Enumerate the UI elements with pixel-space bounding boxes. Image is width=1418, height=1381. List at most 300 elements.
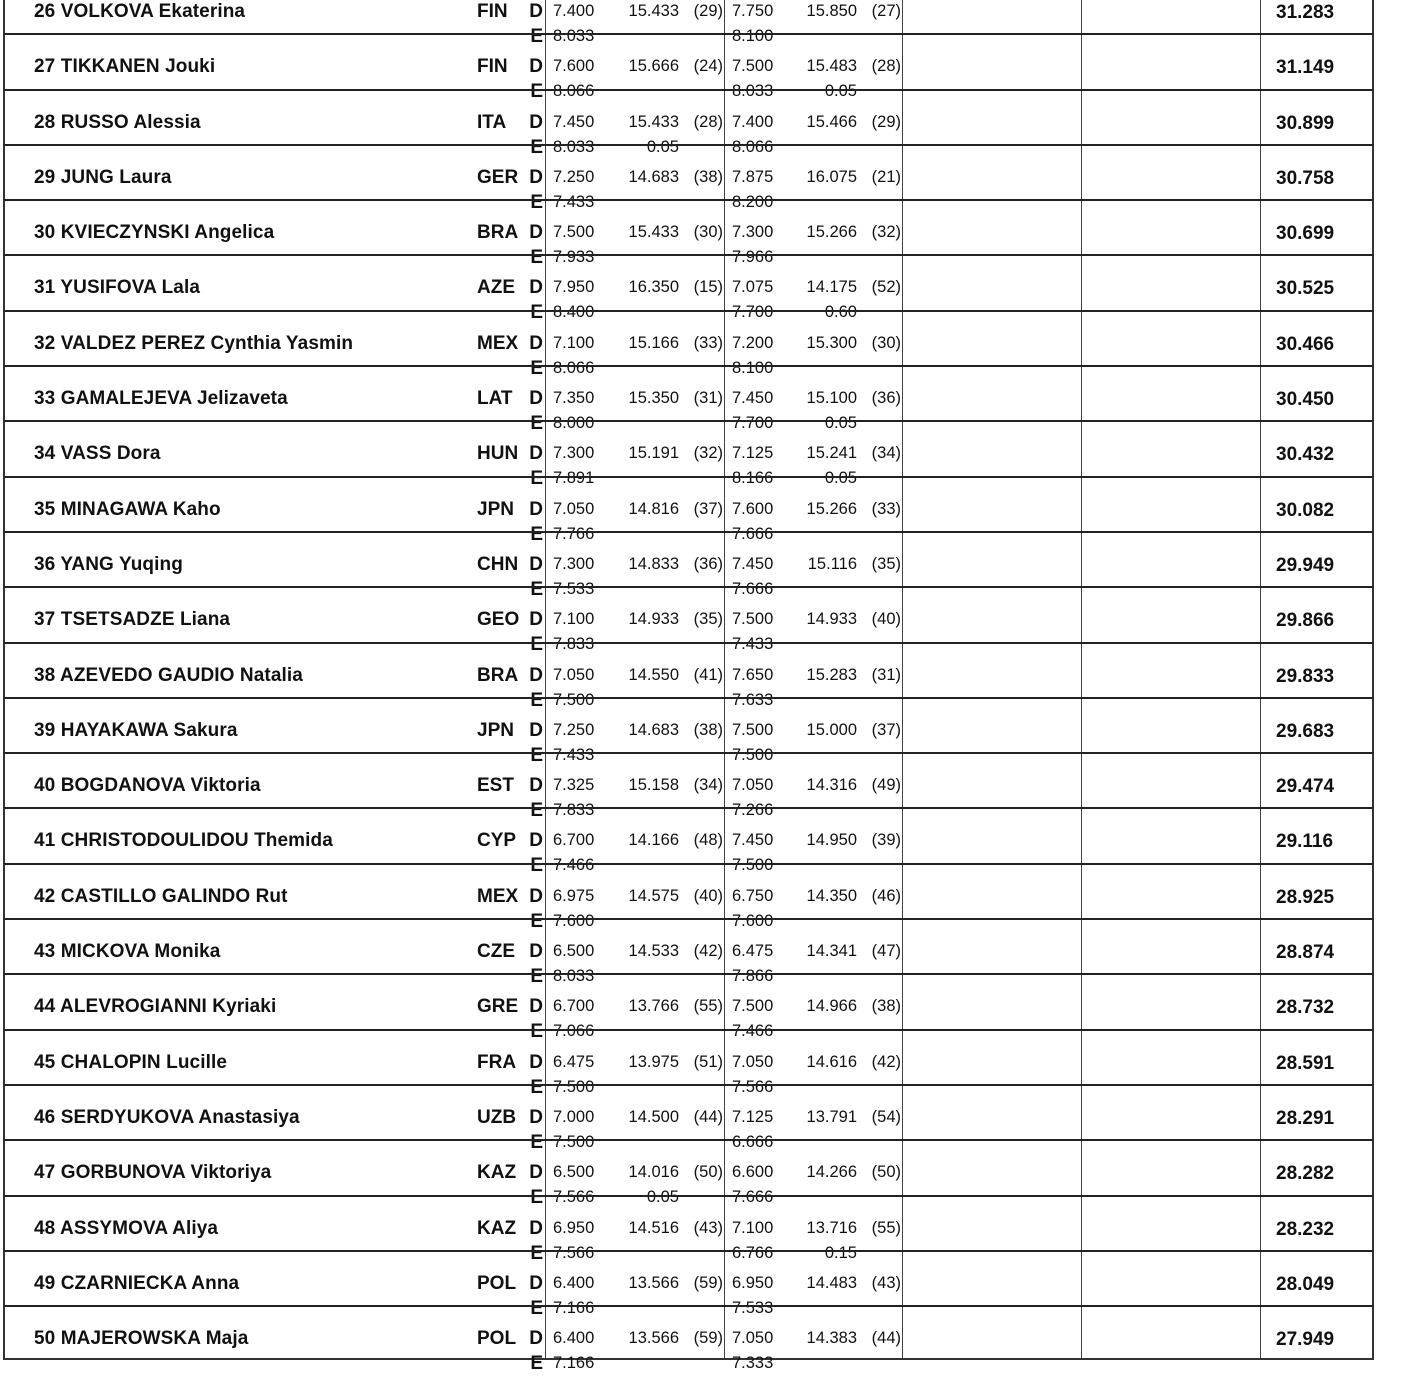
apparatus-score: 13.766 [628,997,679,1016]
athlete-name: 29 JUNG Laura [34,166,172,188]
apparatus-rank: (49) [871,776,901,795]
difficulty-label: D [529,166,543,188]
total-cell [1260,1086,1375,1139]
nation-code: BRA [477,222,519,244]
difficulty-label: D [529,1106,543,1128]
apparatus-rank: (27) [871,2,901,20]
apparatus-2-cell [724,754,903,820]
apparatus-rank: (35) [693,610,723,629]
execution-label: E [530,136,543,158]
d-score: 6.700 [553,997,595,1016]
apparatus-score: 15.300 [806,333,857,352]
e-score: 7.566 [732,1077,774,1096]
athlete-name: 42 CASTILLO GALINDO Rut [34,885,288,907]
difficulty-label: D [529,719,543,741]
apparatus-4-cell [1081,1086,1261,1139]
d-score: 7.250 [553,720,595,739]
apparatus-4-cell [1081,201,1261,254]
apparatus-3-cell [902,975,1082,1028]
total-cell [1260,1252,1375,1305]
d-score: 6.950 [553,1218,595,1237]
athlete-name: 40 BOGDANOVA Viktoria [34,775,261,797]
e-score: 7.466 [553,856,595,875]
d-score: 7.600 [732,499,774,518]
apparatus-score: 15.483 [806,57,857,76]
athlete-cell [5,478,545,545]
apparatus-score: 14.833 [628,554,679,573]
d-score: 7.875 [732,167,774,186]
apparatus-score: 15.350 [628,389,679,408]
apparatus-score: 15.266 [806,223,857,242]
apparatus-2-cell [724,422,903,488]
table-row [3,642,1374,711]
total-cell [1260,312,1375,365]
apparatus-score: 15.466 [806,112,857,131]
apparatus-2-cell [724,1141,903,1207]
athlete-name: 41 CHRISTODOULIDOU Themida [34,830,333,852]
apparatus-3-cell [902,1307,1082,1358]
e-score: 7.533 [732,1298,774,1317]
athlete-cell [5,1141,545,1209]
total-score: 29.949 [1276,554,1335,576]
apparatus-4-cell [1081,1031,1261,1084]
apparatus-3-cell [902,920,1082,973]
apparatus-4-cell [1081,699,1261,752]
penalty: 0.60 [824,303,857,322]
apparatus-rank: (28) [693,112,723,131]
total-score: 28.291 [1276,1107,1335,1129]
difficulty-label: D [529,830,543,852]
athlete-name: 43 MICKOVA Monika [34,941,221,963]
apparatus-rank: (43) [693,1218,723,1237]
d-score: 7.050 [732,1329,774,1348]
apparatus-rank: (29) [693,2,723,20]
athlete-name: 28 RUSSO Alessia [34,111,201,133]
total-cell [1260,588,1375,641]
apparatus-score: 16.350 [628,278,679,297]
apparatus-score: 14.350 [806,886,857,905]
apparatus-2-cell [724,201,903,267]
apparatus-rank: (47) [871,942,901,961]
total-score: 29.474 [1276,776,1335,798]
d-score: 7.500 [732,57,774,76]
apparatus-score: 14.950 [806,831,857,850]
total-score: 30.899 [1276,112,1335,134]
apparatus-rank: (32) [871,223,901,242]
total-score: 30.450 [1276,389,1335,411]
athlete-name: 46 SERDYUKOVA Anastasiya [34,1106,300,1128]
athlete-cell [5,1086,545,1153]
d-score: 7.350 [553,389,595,408]
apparatus-2-cell [724,1197,903,1262]
apparatus-score: 14.175 [806,278,857,297]
total-score: 28.874 [1276,942,1335,964]
apparatus-rank: (30) [871,333,901,352]
apparatus-1-cell [545,920,725,986]
total-score: 29.866 [1276,610,1335,632]
total-score: 30.525 [1276,278,1335,300]
e-score: 7.666 [732,524,774,543]
e-score: 7.500 [553,1077,595,1096]
athlete-cell [5,865,545,932]
table-row [3,365,1374,435]
difficulty-label: D [529,885,543,907]
e-score: 7.600 [732,911,774,930]
athlete-cell [5,699,545,766]
apparatus-1-cell [545,201,725,267]
e-score: 7.600 [553,911,595,930]
e-score: 7.966 [732,248,774,267]
apparatus-rank: (24) [693,57,723,76]
apparatus-rank: (48) [693,831,723,850]
table-row [3,1250,1374,1319]
apparatus-3-cell [902,422,1082,475]
athlete-cell [5,1307,545,1375]
table-row [3,89,1374,158]
execution-label: E [530,1021,543,1043]
d-score: 7.050 [732,776,774,795]
nation-code: POL [477,1328,517,1350]
apparatus-3-cell [902,1141,1082,1194]
apparatus-1-cell [545,367,725,433]
apparatus-score: 13.716 [806,1218,857,1237]
d-score: 7.500 [553,223,595,242]
d-score: 6.600 [732,1163,774,1182]
execution-label: E [530,1076,543,1098]
apparatus-rank: (39) [871,831,901,850]
d-score: 6.700 [553,831,595,850]
apparatus-2-cell [724,35,903,101]
table-row [3,199,1374,269]
apparatus-rank: (44) [693,1107,723,1126]
execution-label: E [530,910,543,932]
table-row [3,586,1374,656]
e-score: 7.891 [553,469,595,488]
apparatus-2-cell [724,91,903,156]
total-score: 28.049 [1276,1273,1335,1295]
nation-code: GRE [477,996,519,1018]
apparatus-rank: (36) [871,389,901,408]
apparatus-2-cell [724,1031,903,1096]
athlete-cell [5,809,545,877]
apparatus-score: 15.433 [628,112,679,131]
table-row [3,1195,1374,1264]
apparatus-rank: (44) [871,1329,901,1348]
penalty: 0.05 [824,82,857,101]
athlete-name: 36 YANG Yuqing [34,553,183,575]
d-score: 6.500 [553,942,595,961]
athlete-cell [5,1031,545,1098]
penalty: 0.05 [824,469,857,488]
d-score: 7.325 [553,776,595,795]
difficulty-label: D [529,609,543,631]
difficulty-label: D [529,996,543,1018]
total-score: 28.925 [1276,886,1335,908]
e-score: 8.166 [732,469,774,488]
total-score: 30.082 [1276,499,1335,521]
execution-label: E [530,1187,543,1209]
apparatus-4-cell [1081,256,1261,309]
execution-label: E [530,578,543,600]
table-row [3,33,1374,103]
apparatus-score: 14.166 [628,831,679,850]
d-score: 7.075 [732,278,774,297]
athlete-name: 48 ASSYMOVA Aliya [34,1217,219,1239]
table-row [3,697,1374,766]
d-score: 6.975 [553,886,595,905]
apparatus-3-cell [902,1197,1082,1250]
d-score: 6.475 [553,1052,595,1071]
apparatus-rank: (59) [693,1273,723,1292]
apparatus-score: 13.975 [628,1052,679,1071]
nation-code: BRA [477,664,519,686]
apparatus-rank: (50) [871,1163,901,1182]
athlete-name: 45 CHALOPIN Lucille [34,1051,228,1073]
apparatus-3-cell [902,256,1082,309]
apparatus-1-cell [545,256,725,322]
table-row [3,1139,1374,1209]
results-table [3,0,1374,1375]
nation-code: KAZ [477,1217,517,1239]
e-score: 8.066 [553,82,595,101]
apparatus-rank: (28) [871,57,901,76]
apparatus-2-cell [724,533,903,598]
difficulty-label: D [529,1162,543,1184]
total-score: 30.466 [1276,333,1335,355]
table-row [3,752,1374,822]
apparatus-rank: (37) [871,720,901,739]
nation-code: CYP [477,830,517,852]
execution-label: E [530,966,543,988]
apparatus-rank: (33) [693,333,723,352]
apparatus-2-cell [724,1086,903,1151]
total-cell [1260,478,1375,531]
apparatus-2-cell [724,1252,903,1317]
total-cell [1260,35,1375,88]
total-cell [1260,920,1375,973]
difficulty-label: D [529,553,543,575]
apparatus-score: 13.791 [806,1107,857,1126]
apparatus-1-cell [545,754,725,820]
apparatus-1-cell [545,35,725,101]
apparatus-3-cell [902,201,1082,254]
table-row [3,807,1374,877]
apparatus-3-cell [902,312,1082,365]
d-score: 7.650 [732,665,774,684]
table-row [3,973,1374,1043]
apparatus-score: 14.533 [628,942,679,961]
apparatus-4-cell [1081,1252,1261,1305]
table-row [3,1305,1374,1375]
table-row [3,863,1374,932]
difficulty-label: D [529,443,543,465]
apparatus-rank: (42) [693,942,723,961]
nation-code: LAT [477,388,513,410]
e-score: 7.166 [553,1354,595,1373]
execution-label: E [530,800,543,822]
d-score: 7.750 [732,2,774,20]
difficulty-label: D [529,1272,543,1294]
apparatus-1-cell [545,0,725,45]
apparatus-4-cell [1081,367,1261,420]
athlete-name: 37 TSETSADZE Liana [34,609,231,631]
total-score: 30.432 [1276,444,1335,466]
apparatus-4-cell [1081,644,1261,697]
athlete-name: 32 VALDEZ PEREZ Cynthia Yasmin [34,332,354,354]
athlete-cell [5,0,545,47]
apparatus-3-cell [902,1031,1082,1084]
nation-code: FIN [477,1,508,22]
e-score: 7.500 [553,1132,595,1151]
execution-label: E [530,1297,543,1319]
athlete-name: 38 AZEVEDO GAUDIO Natalia [34,664,303,686]
execution-label: E [530,634,543,656]
nation-code: UZB [477,1106,517,1128]
execution-label: E [530,1353,543,1375]
apparatus-rank: (38) [693,720,723,739]
difficulty-label: D [529,1217,543,1239]
nation-code: MEX [477,885,519,907]
athlete-cell [5,367,545,435]
apparatus-3-cell [902,588,1082,641]
total-cell [1260,1197,1375,1250]
apparatus-score: 14.341 [806,942,857,961]
execution-label: E [530,357,543,379]
difficulty-label: D [529,332,543,354]
apparatus-1-cell [545,91,725,156]
e-score: 8.033 [553,137,595,156]
d-score: 7.500 [732,720,774,739]
d-score: 7.450 [732,389,774,408]
apparatus-score: 14.933 [628,610,679,629]
apparatus-3-cell [902,533,1082,586]
apparatus-4-cell [1081,1197,1261,1250]
e-score: 7.566 [553,1188,595,1207]
nation-code: AZE [477,277,515,299]
total-score: 28.732 [1276,997,1335,1019]
apparatus-4-cell [1081,0,1261,33]
apparatus-4-cell [1081,533,1261,586]
e-score: 8.100 [732,358,774,377]
athlete-name: 44 ALEVROGIANNI Kyriaki [34,996,277,1018]
e-score: 7.866 [732,967,774,986]
table-row [3,254,1374,324]
difficulty-label: D [529,56,543,78]
total-cell [1260,0,1375,33]
apparatus-rank: (29) [871,112,901,131]
total-cell [1260,699,1375,752]
e-score: 7.933 [553,248,595,267]
apparatus-4-cell [1081,588,1261,641]
apparatus-2-cell [724,1307,903,1373]
nation-code: POL [477,1272,517,1294]
apparatus-3-cell [902,809,1082,862]
d-score: 7.100 [553,333,595,352]
athlete-name: 47 GORBUNOVA Viktoriya [34,1162,272,1184]
difficulty-label: D [529,111,543,133]
apparatus-rank: (59) [693,1329,723,1348]
apparatus-score: 15.241 [806,444,857,463]
execution-label: E [530,689,543,711]
execution-label: E [530,744,543,766]
table-row [3,0,1374,47]
e-score: 7.500 [553,690,595,709]
apparatus-1-cell [545,588,725,654]
apparatus-score: 14.316 [806,776,857,795]
apparatus-score: 14.016 [628,1163,679,1182]
e-score: 7.700 [732,303,774,322]
apparatus-3-cell [902,0,1082,33]
execution-label: E [530,247,543,269]
apparatus-score: 14.933 [806,610,857,629]
apparatus-rank: (43) [871,1273,901,1292]
d-score: 6.400 [553,1273,595,1292]
table-row [3,144,1374,213]
e-score: 8.066 [553,358,595,377]
apparatus-4-cell [1081,91,1261,144]
penalty: 0.15 [824,1243,857,1262]
e-score: 8.100 [732,27,774,45]
e-score: 6.666 [732,1132,774,1151]
e-score: 7.533 [553,579,595,598]
apparatus-rank: (33) [871,499,901,518]
apparatus-score: 15.116 [807,554,857,573]
execution-label: E [530,1242,543,1264]
apparatus-score: 14.683 [628,720,679,739]
d-score: 7.500 [732,997,774,1016]
e-score: 7.833 [553,635,595,654]
apparatus-3-cell [902,367,1082,420]
apparatus-rank: (32) [693,444,723,463]
table-row [3,476,1374,545]
athlete-cell [5,754,545,822]
e-score: 7.633 [732,690,774,709]
apparatus-3-cell [902,146,1082,199]
nation-code: MEX [477,332,519,354]
difficulty-label: D [529,1051,543,1073]
apparatus-1-cell [545,865,725,930]
d-score: 7.600 [553,57,595,76]
execution-label: E [530,468,543,490]
apparatus-rank: (34) [693,776,723,795]
apparatus-2-cell [724,865,903,930]
d-score: 6.750 [732,886,774,905]
d-score: 7.050 [553,499,595,518]
nation-code: FIN [477,56,508,78]
d-score: 7.400 [553,2,595,20]
apparatus-1-cell [545,312,725,377]
total-cell [1260,975,1375,1028]
table-row [3,1029,1374,1098]
apparatus-rank: (31) [693,389,723,408]
e-score: 7.666 [732,579,774,598]
athlete-cell [5,1252,545,1319]
apparatus-4-cell [1081,809,1261,862]
apparatus-score: 14.483 [806,1273,857,1292]
apparatus-1-cell [545,1252,725,1317]
apparatus-rank: (42) [871,1052,901,1071]
total-cell [1260,1141,1375,1194]
total-score: 29.683 [1276,720,1335,742]
e-score: 8.066 [732,137,774,156]
e-score: 8.000 [553,414,595,433]
table-row [3,310,1374,379]
total-cell [1260,1307,1375,1358]
apparatus-4-cell [1081,920,1261,973]
d-score: 7.050 [732,1052,774,1071]
total-cell [1260,754,1375,807]
nation-code: GER [477,166,519,188]
